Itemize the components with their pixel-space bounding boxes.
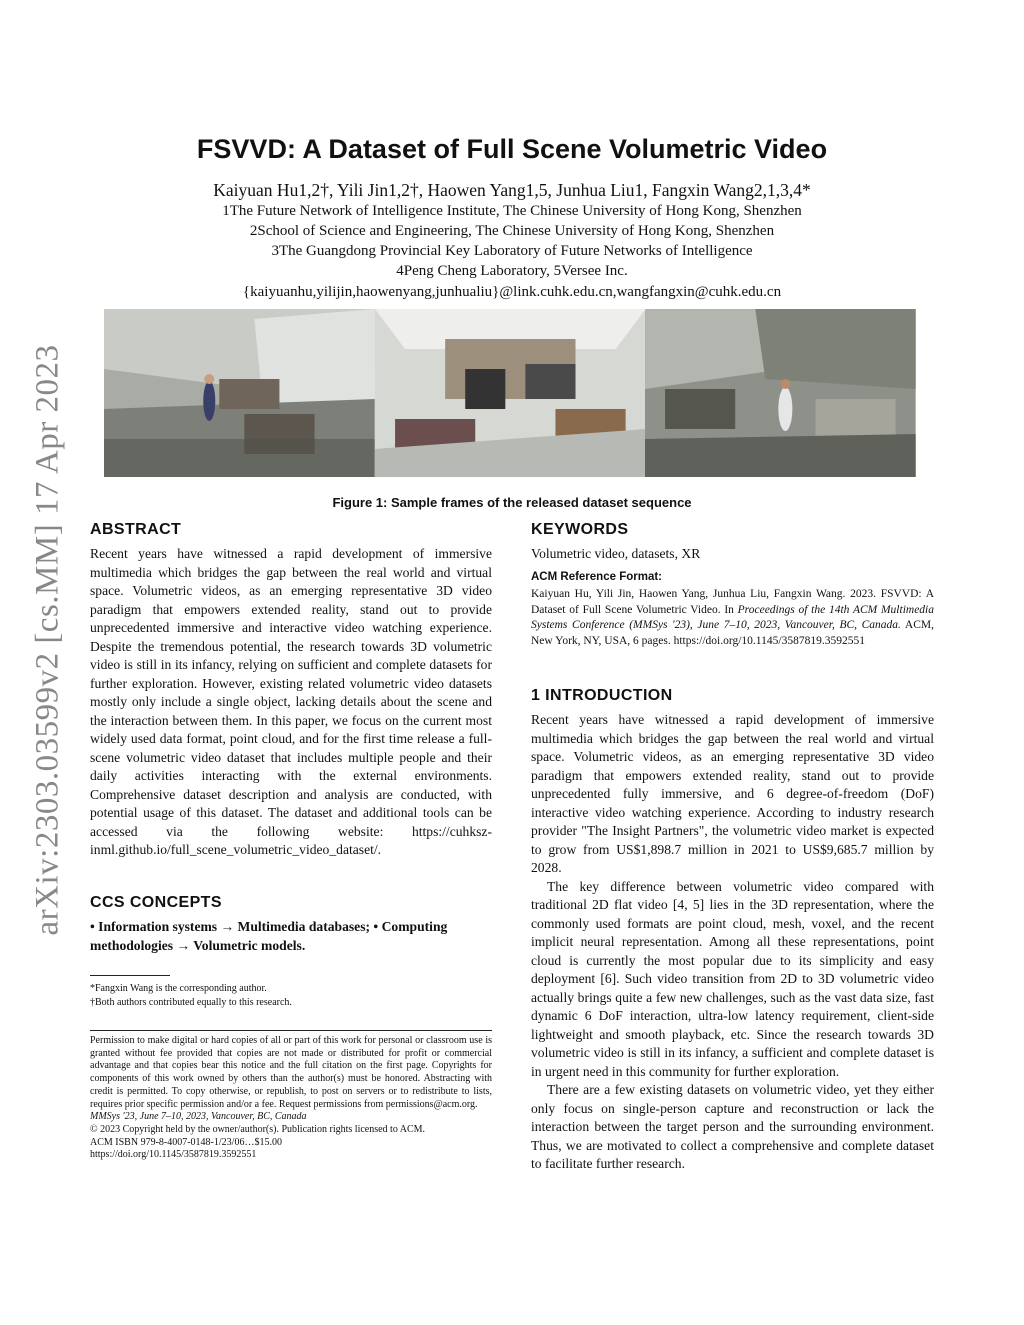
acm-ref-body bbox=[531, 587, 934, 649]
intro-paragraph-1: Recent years have witnessed a rapid development of immersive multimedia which bridges the gap between the real world and virtual space. Volumetric videos, as an emerging representative 3D video paradigm that empowers extended reality, stand out to provide unprecedented fully immersive, and 6 degree-of-freedom (DoF) interactive video watching experience. According to industry research provider "The Insight Partners", the volumetric video market is expected to grow from US$1,898.7 million in 2021 to US$9,685.7 million by 2028. bbox=[531, 712, 934, 875]
intro-paragraph-3: There are a few existing datasets on volumetric video, yet they either only focus on single-person capture and reconstruction or lack the interaction between the target person and the surrounding environment. Thus, we are motivated to collect a comprehensive and complete dataset to facilitate further research. bbox=[531, 1082, 934, 1171]
affiliation-2: 2School of Science and Engineering, The Chinese University of Hong Kong, Shenzhen bbox=[249, 223, 775, 239]
permission-block bbox=[90, 1035, 492, 1162]
footnote-rule bbox=[90, 975, 170, 976]
affiliation-4: 4Peng Cheng Laboratory, 5Versee Inc. bbox=[396, 263, 628, 279]
keywords-body bbox=[531, 545, 934, 564]
figure-panel-living-room bbox=[104, 309, 375, 477]
doi-link[interactable]: https://doi.org/10.1145/3587819.3592551 bbox=[90, 1149, 257, 1161]
intro-paragraph-2: The key difference between volumetric video compared with traditional 2D flat video [4, 5] lies in the 3D representation, where the commonly used formats are point cloud, mesh, voxel, and the recent implicit neural representation. Among all these representations, point cloud is currently the most popular due to its simplicity and easy deployment [6]. Such video transition from 2D to 3D volumetric video actually brings quite a few new challenges, such as the vast data size, fast dynamic 6 DoF interaction, ultra-low latency requirement, client-side lightweight and smooth playback, etc. Since the research towards 3D volumetric video is still in its infancy, a sufficient and complete dataset is in urgent need in this community for further exploration. bbox=[531, 878, 934, 1079]
acm-ref-heading: ACM Reference Format: bbox=[531, 571, 662, 583]
figure-1 bbox=[104, 309, 916, 477]
copyright-line: © 2023 Copyright held by the owner/author(s). Publication rights licensed to ACM. bbox=[90, 1123, 426, 1135]
acm-ref-text-start: Kaiyuan Hu, Yili Jin, Haowen Yang, Junhua Liu, Fangxin Wang. 2023. FSVVD: A Dataset of Full Scene Volumetric Video. In bbox=[531, 588, 934, 616]
footnote-equal-contribution: †Both authors contributed equally to this research. bbox=[90, 997, 292, 1008]
footnote-corresponding: *Fangxin Wang is the corresponding author. bbox=[90, 983, 267, 994]
abstract-body bbox=[90, 545, 492, 860]
figure-panel-office bbox=[375, 309, 646, 477]
affiliation-3: 3The Guangdong Provincial Key Laboratory of Future Networks of Intelligence bbox=[271, 243, 753, 259]
figure-caption: Figure 1: Sample frames of the released dataset sequence bbox=[332, 495, 692, 510]
ccs-concepts: • Information systems → Multimedia databases; • Computing methodologies → Volumetric models. bbox=[90, 919, 448, 953]
arxiv-id: arXiv:2303.03599v2 [cs.MM] 17 Apr 2023 bbox=[29, 344, 66, 936]
author-emails: {kaiyuanhu,yilijin,haowenyang,junhualiu}@link.cuhk.edu.cn,wangfangxin@cuhk.edu.cn bbox=[242, 284, 782, 300]
abstract-text: Recent years have witnessed a rapid development of immersive multimedia which bridges the gap between the real world and virtual space. Volumetric videos, as an emerging representative 3D video paradigm that empowers extended reality, stand out to provide unprecedented immersive and interactive video watching experience. Despite the tremendous potential, the research towards 3D volumetric video is still in its infancy, relying on sufficient and complete datasets for further exploration. However, existing related volumetric video datasets mostly only include a single object, lacking details about the scene and the interaction between them. In this paper, we focus on the current most widely used data format, point cloud, and for the first time release a full-scene volumetric video dataset that includes multiple people and their daily activities interacting with the external environments. Comprehensive dataset description and analysis are conducted, with potential usage of this dataset. The dataset and additional tools can be accessed via the following website: https://cuhksz-inml.github.io/full_scene_volumetric_video_dataset/. bbox=[90, 546, 492, 857]
figure-panel-lounge bbox=[645, 309, 916, 477]
keywords-heading: KEYWORDS bbox=[531, 521, 629, 538]
author-list: Kaiyuan Hu1,2†, Yili Jin1,2†, Haowen Yang1,5, Junhua Liu1, Fangxin Wang2,1,3,4* bbox=[213, 180, 811, 200]
ccs-heading: CCS CONCEPTS bbox=[90, 894, 222, 911]
footnotes bbox=[90, 982, 492, 1010]
affiliation-1: 1The Future Network of Intelligence Institute, The Chinese University of Hong Kong, Shenzhen bbox=[222, 203, 802, 219]
acm-ref-proceedings: Proceedings of the 14th ACM Multimedia Systems Conference (MMSys '23), June 7–10, 2023, Vancouver, BC, Canada. bbox=[531, 603, 934, 631]
keywords-text: Volumetric video, datasets, XR bbox=[531, 546, 701, 561]
permission-text: Permission to make digital or hard copies of all or part of this work for personal or classroom use is granted without fee provided that copies are not made or distributed for profit or commercial advantage and that copies bear this notice and the full citation on the first page. Copyrights for components of this work owned by others than the author(s) must be honored. Abstracting with credit is permitted. To copy otherwise, or republish, to post on servers or to redistribute to lists, requires prior specific permission and/or a fee. Request permissions from permissions@acm.org. bbox=[90, 1035, 492, 1110]
introduction-heading: 1 INTRODUCTION bbox=[531, 687, 673, 704]
permission-rule bbox=[90, 1030, 492, 1031]
abstract-heading: ABSTRACT bbox=[90, 521, 182, 538]
introduction-body bbox=[531, 711, 934, 1174]
venue-line: MMSys '23, June 7–10, 2023, Vancouver, BC, Canada bbox=[90, 1111, 307, 1123]
acm-ref-text-end: ACM, New York, NY, USA, 6 pages. https://doi.org/10.1145/3587819.3592551 bbox=[531, 619, 934, 647]
arxiv-stamp bbox=[28, 340, 68, 940]
paper-title: FSVVD: A Dataset of Full Scene Volumetric Video bbox=[196, 134, 828, 164]
isbn-line: ACM ISBN 979-8-4007-0148-1/23/06…$15.00 bbox=[90, 1136, 282, 1148]
